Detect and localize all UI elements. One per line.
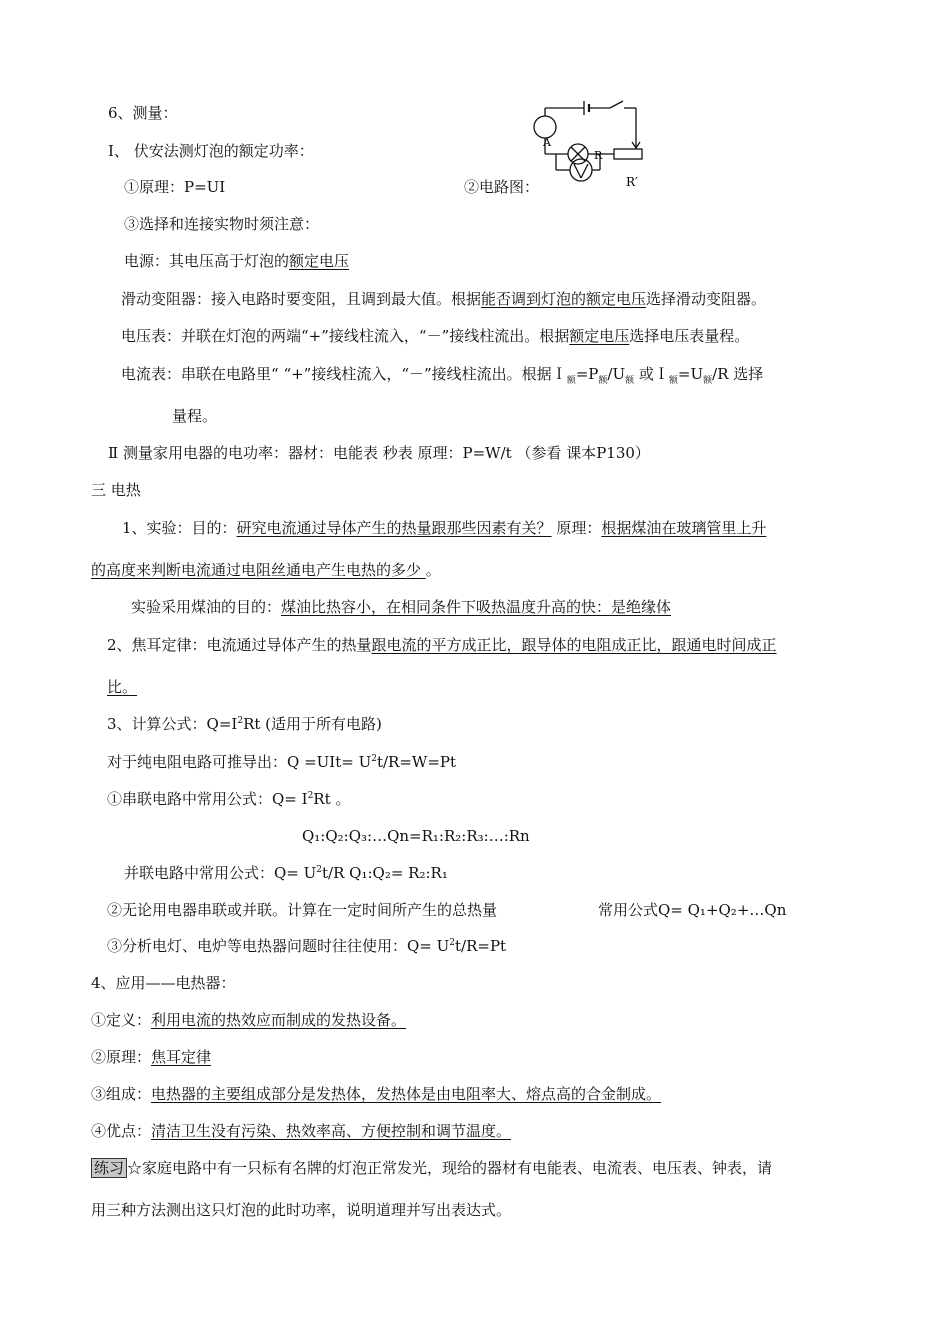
voltmeter-line: 电压表：并联在灯泡的两端“+”接线柱流入，“－”接线柱流出。根据额定电压选择电压表量程。 — [121, 327, 750, 345]
joule-law-line: 2、焦耳定律：电流通过导体产生的热量跟电流的平方成正比，跟导体的电阻成正比，跟通电时间成正 — [107, 636, 777, 654]
parallel-formula-line: 并联电路中常用公式：$Q= U^2t/R$ Q₁:Q₂= R₂:R₁ — [124, 864, 448, 882]
exercise-line-cont: 用三种方法测出这只灯泡的此时功率，说明道理并写出表达式。 — [91, 1201, 512, 1219]
lamp-label: R — [594, 149, 603, 162]
rheostat-line: 滑动变阻器：接入电路时要变阻，且调到最大值。根据能否调到灯泡的额定电压选择滑动变阻器。 — [121, 290, 767, 308]
heater-principle-line: ②原理：焦耳定律 — [91, 1048, 212, 1066]
circuit-diagram — [528, 98, 668, 190]
switch-blade — [610, 101, 623, 108]
ammeter-line-cont: 量程。 — [172, 407, 218, 425]
principle-line: ①原理：P=UI — [124, 178, 226, 196]
ammeter-label: A — [543, 136, 551, 149]
total-heat-formula: 常用公式Q= Q₁+Q₂+…Qn — [598, 901, 787, 919]
series-formula-line: ①串联电路中常用公式：$Q= I^2Rt$ 。 — [107, 790, 351, 808]
oil-purpose-line: 实验采用煤油的目的：煤油比热容小，在相同条件下吸热温度升高的快：是绝缘体 — [131, 598, 672, 616]
definition-line: ①定义：利用电流的热效应而制成的发热设备。 — [91, 1011, 407, 1029]
experiment-line: 1、实验：目的：研究电流通过导体产生的热量跟那些因素有关？ 原理：根据煤油在玻璃管里上升 — [122, 519, 767, 537]
circuit-label: ②电路图： — [464, 178, 540, 196]
composition-line: ③组成：电热器的主要组成部分是发热体，发热体是由电阻率大、熔点高的合金制成。 — [91, 1085, 662, 1103]
section-6-title: 6、测量： — [108, 104, 178, 122]
section-4-title: 4、应用——电热器： — [91, 974, 236, 992]
experiment-line-cont: 的高度来判断电流通过电阻丝通电产生电热的多少 。 — [91, 561, 441, 579]
section-6-1-title: Ⅰ、 伏安法测灯泡的额定功率： — [108, 142, 314, 160]
rheostat-label: R′ — [626, 175, 638, 189]
joule-law-line-cont: 比。 — [107, 678, 138, 696]
analysis-line: ③分析电灯、电炉等电热器问题时往往使用：$Q= U^2t/R=Pt$ — [107, 937, 507, 955]
total-heat-line: ②无论用电器串联或并联。计算在一定时间所产生的总热量 — [107, 901, 498, 919]
advantages-line: ④优点：清洁卫生没有污染、热效率高、方便控制和调节温度。 — [91, 1122, 512, 1140]
exercise-label: 练习 — [91, 1158, 127, 1178]
pure-resistance-line: 对于纯电阻电路可推导出：$Q =UIt= U^2t/R=W=Pt$ — [107, 753, 457, 771]
power-supply-line: 电源：其电压高于灯泡的额定电压 — [124, 252, 350, 270]
section-3-title: 三 电热 — [91, 481, 141, 499]
note-line: ③选择和连接实物时须注意： — [124, 215, 320, 233]
series-ratio-line: Q₁:Q₂:Q₃:…Qn=R₁:R₂:R₃:…:Rn — [302, 827, 530, 845]
exercise-line: 练习 ☆家庭电路中有一只标有名牌的灯泡正常发光，现给的器材有电能表、电流表、电压表、钟表，请 — [91, 1158, 772, 1178]
section-6-2-line: Ⅱ 测量家用电器的电功率：器材：电能表 秒表 原理：P=W/t （参看 课本P130） — [108, 444, 650, 462]
ammeter-circle — [534, 116, 556, 138]
formula-line: 3、计算公式：$Q=I^2Rt$ (适用于所有电路) — [107, 715, 382, 733]
ammeter-line: 电流表：串联在电路里“ “+”接线柱流入，“－”接线柱流出。根据$I_额=P_额/U_额$ 或$I_额=U_额/R$ 选择 — [121, 365, 764, 386]
rheostat-body — [614, 149, 642, 159]
